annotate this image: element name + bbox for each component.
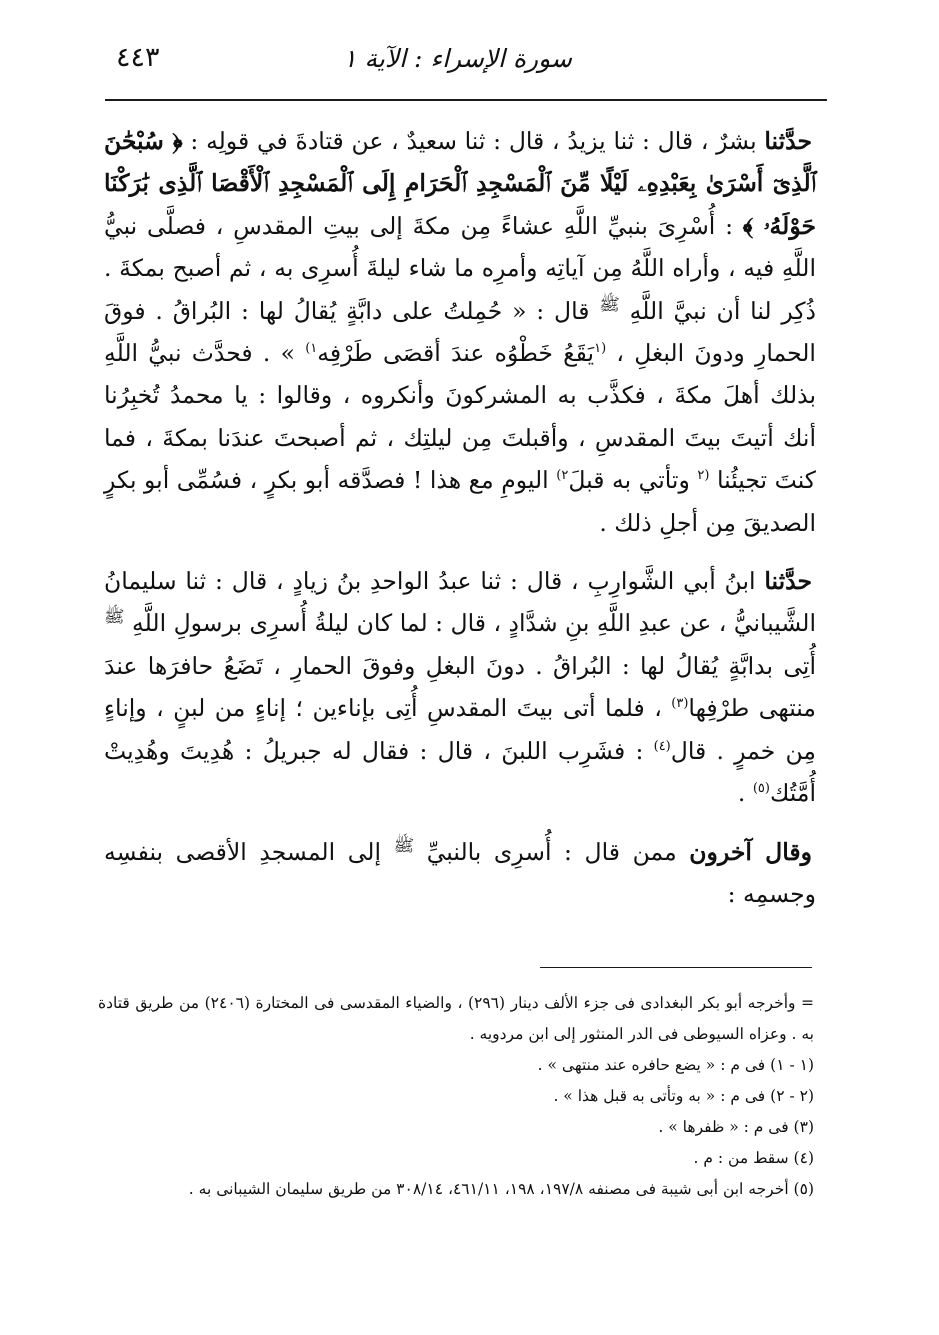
text-run: قال : « حُمِلتُ على دابَّةٍ يُقالُ لها : البُراقُ . فوقَ الحمارِ ودونَ البغلِ ، [104, 296, 816, 368]
footnote-marker: (٢ [697, 468, 710, 484]
footnote-divider [540, 967, 812, 968]
main-text [104, 120, 816, 915]
footnote-marker: (٣) [671, 696, 689, 712]
text-run: وتأتي به قبلَ [568, 466, 698, 495]
text-run: ابنُ أبي الشَّوارِبِ ، قال : ثنا عبدُ الواحدِ بنُ زيادٍ ، قال : ثنا سليمانُ الشَّيبانيُّ ، عن عبدِ اللَّهِ بنِ شدَّادٍ ، قال : لما كان ليلةُ أُسرِى برسولِ اللَّهِ [104, 567, 816, 638]
footnote-marker: ١) [305, 341, 318, 357]
text-run: : فشَرِب اللبنَ ، قال : فقال له جبريلُ : هُدِيتَ وهُدِيتْ أُمَّتُك [104, 736, 816, 808]
text-run: » . فحدَّث نبيُّ اللَّهِ بذلك أهلَ مكةَ ، فكذَّب به المشركونَ وأنكروه ، وقالوا : يا محمدُ تُخبِرُنا أنك أتيتَ بيتَ المقدسِ ، وأقبلتَ مِن ليلتِك ، ثم أصبحتَ عندَنا بمكةَ ، فما كنتَ تجيئُنا [104, 339, 816, 495]
text-run: يَقَعُ خَطْوُه عندَ أقصَى طَرْفِه [317, 339, 595, 368]
honorific-ligature: ﷺ [393, 835, 415, 856]
text-run: أُتِى بدابَّةٍ يُقالُ لها : البُراقُ . دونَ البغلِ وفوقَ الحمارِ ، تَضَعُ حافرَها عندَ منتهى طرْفِها [104, 651, 816, 723]
paragraph [104, 120, 816, 544]
footnote: = وأخرجه أبو بكر البغدادى فى جزء الألف دينار (٢٩٦) ، والضياء المقدسى فى المختارة (٢٤٠٦) من طريق قتادة به . وعزاه السيوطى فى الدر المنثور إلى ابن مردويه . [98, 994, 814, 1043]
footnote-marker: (٤) [653, 738, 671, 754]
text-run: اليومِ مع هذا ! فصدَّقه أبو بكرٍ ، فسُمِّى أبو بكرٍ الصديقَ مِن أجلِ ذلك . [104, 466, 816, 537]
running-header [110, 40, 822, 86]
footnote: (١ - ١) فى م : « يضع حافره عند منتهى » . [537, 1056, 814, 1074]
paragraph [104, 560, 816, 814]
footnotes [98, 988, 814, 1205]
footnote: (٥) أخرجه ابن أبى شيبة فى مصنفه ١٩٧/٨، ١٩٨، ٤٦١/١١، ٣٠٨/١٤ من طريق سليمان الشيبانى به . [188, 1180, 814, 1198]
text-run: بشرٌ ، قال : ثنا يزيدُ ، قال : ثنا سعيدٌ ، عن قتادةَ في قولِه : [182, 127, 765, 155]
chapter-title: سورة الإسراء : الآية ١ [343, 44, 572, 73]
footnote-marker: (٥) [752, 781, 770, 797]
footnote-marker: ٢) [556, 468, 569, 484]
footnote: (٣) فى م : « ظفرها » . [658, 1118, 814, 1136]
paragraph-lead: وقال آخرون [689, 837, 812, 866]
text-run: : أُسْرِىَ بنبيِّ اللَّهِ عشاءً مِن مكةَ إلى بيتِ المقدسِ ، فصلَّى نبيُّ اللَّهِ فيه ، وأراه اللَّهُ مِن آياتِه وأمرِه ما شاء ليلةَ أُسرِى به ، ثم أصبح بمكةَ . ذُكِر لنا أن نبيَّ اللَّهِ [104, 211, 816, 325]
quran-verse: ﴿ سُبْحَٰنَ ٱلَّذِىٓ أَسْرَىٰ بِعَبْدِهِۦ لَيْلًا مِّنَ ٱلْمَسْجِدِ ٱلْحَرَامِ إِلَى ٱلْمَسْجِدِ ٱلْأَقْصَا ٱلَّذِى بَٰرَكْنَا حَوْلَهُۥ ﴾ [104, 127, 816, 240]
footnote: (٤) سقط من : م . [693, 1149, 814, 1167]
footnote: (٢ - ٢) فى م : « به وتأتى به قبل هذا » . [553, 1087, 814, 1105]
text-run: إلى المسجدِ الأقصى بنفسِه وجسمِه : [104, 837, 816, 908]
page-number: ٤٤٣ [116, 42, 160, 73]
header-divider [105, 99, 827, 101]
text-run: ممن قال : أُسرِى بالنبيِّ [414, 837, 690, 866]
text-run: . [737, 779, 753, 808]
honorific-ligature: ﷺ [104, 607, 125, 628]
paragraph-lead: حدَّثنا [764, 567, 812, 596]
footnote-marker: (١ [594, 341, 607, 357]
text-run: ، فلما أتى بيتَ المقدسِ أُتِى بإناءين ؛ إناءٍ من لبنٍ ، وإناءٍ مِن خمرٍ . قال [104, 694, 816, 765]
paragraph [104, 831, 816, 916]
honorific-ligature: ﷺ [599, 294, 620, 315]
paragraph-lead: حدَّثنا [764, 127, 813, 155]
